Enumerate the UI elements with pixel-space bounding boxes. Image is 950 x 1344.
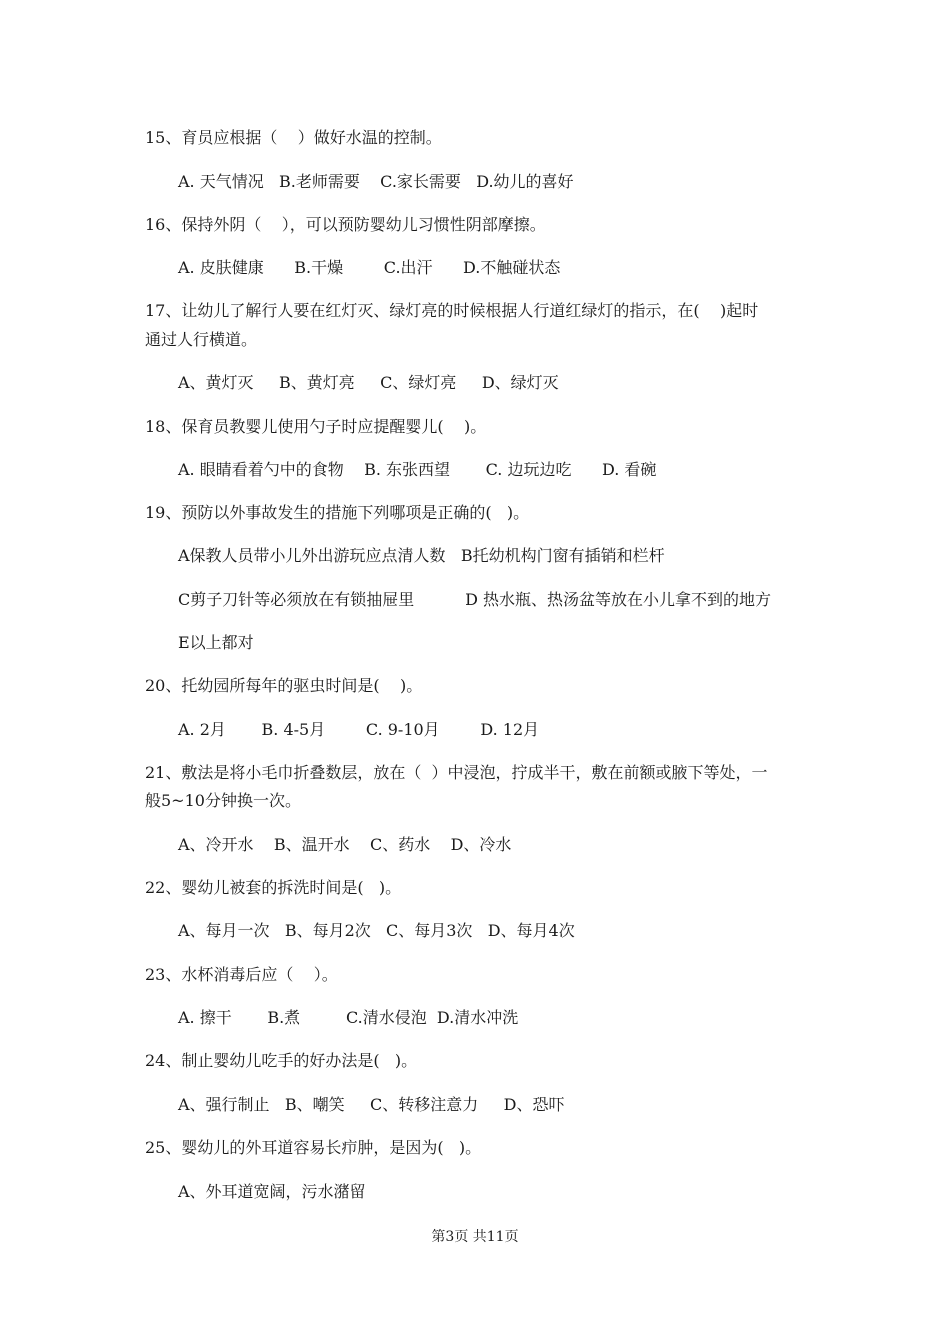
question-19: 19、预防以外事故发生的措施下列哪项是正确的( )。: [145, 503, 530, 522]
options-20: A. 2月 B. 4-5月 C. 9-10月 D. 12月: [178, 720, 540, 739]
question-21: 21、敷法是将小毛巾折叠数层，放在（ ）中浸泡，拧成半干，敷在前额或腋下等处，一: [145, 763, 768, 782]
options-19-c: C剪子刀针等必须放在有锁抽屉里 D 热水瓶、热汤盆等放在小儿拿不到的地方: [178, 590, 772, 609]
options-18: A. 眼睛看着勺中的食物 B. 东张西望 C. 边玩边吃 D. 看碗: [178, 460, 657, 479]
options-17: A、黄灯灭 B、黄灯亮 C、绿灯亮 D、绿灯灭: [178, 373, 559, 392]
question-21-cont: 般5~10分钟换一次。: [145, 791, 301, 810]
question-15: 15、育员应根据（ ）做好水温的控制。: [145, 128, 442, 147]
question-22: 22、婴幼儿被套的拆洗时间是( )。: [145, 878, 402, 897]
options-25: A、外耳道宽阔，污水潴留: [178, 1182, 366, 1201]
question-20: 20、托幼园所每年的驱虫时间是( )。: [145, 676, 423, 695]
options-19-e: E以上都对: [178, 633, 254, 652]
question-25: 25、婴幼儿的外耳道容易长疖肿，是因为( )。: [145, 1138, 482, 1157]
question-17-cont: 通过人行横道。: [145, 330, 258, 349]
options-23: A. 擦干 B.煮 C.清水侵泡 D.清水冲洗: [178, 1008, 519, 1027]
options-21: A、冷开水 B、温开水 C、药水 D、冷水: [178, 835, 512, 854]
options-24: A、强行制止 B、嘲笑 C、转移注意力 D、恐吓: [178, 1095, 565, 1114]
options-15: A. 天气情况 B.老师需要 C.家长需要 D.幼儿的喜好: [178, 172, 574, 191]
question-23: 23、水杯消毒后应（ ）。: [145, 965, 338, 984]
question-18: 18、保育员教婴儿使用勺子时应提醒婴儿( )。: [145, 417, 487, 436]
page-footer: 第3页 共11页: [431, 1229, 519, 1245]
question-17: 17、让幼儿了解行人要在红灯灭、绿灯亮的时候根据人行道红绿灯的指示，在( )起时: [145, 301, 759, 320]
options-19-a: A保教人员带小儿外出游玩应点清人数 B托幼机构门窗有插销和栏杆: [178, 546, 665, 565]
question-16: 16、保持外阴（ ），可以预防婴幼儿习惯性阴部摩擦。: [145, 215, 546, 234]
question-24: 24、制止婴幼儿吃手的好办法是( )。: [145, 1051, 418, 1070]
options-22: A、每月一次 B、每月2次 C、每月3次 D、每月4次: [178, 921, 575, 940]
options-16: A. 皮肤健康 B.干燥 C.出汗 D.不触碰状态: [178, 258, 561, 277]
